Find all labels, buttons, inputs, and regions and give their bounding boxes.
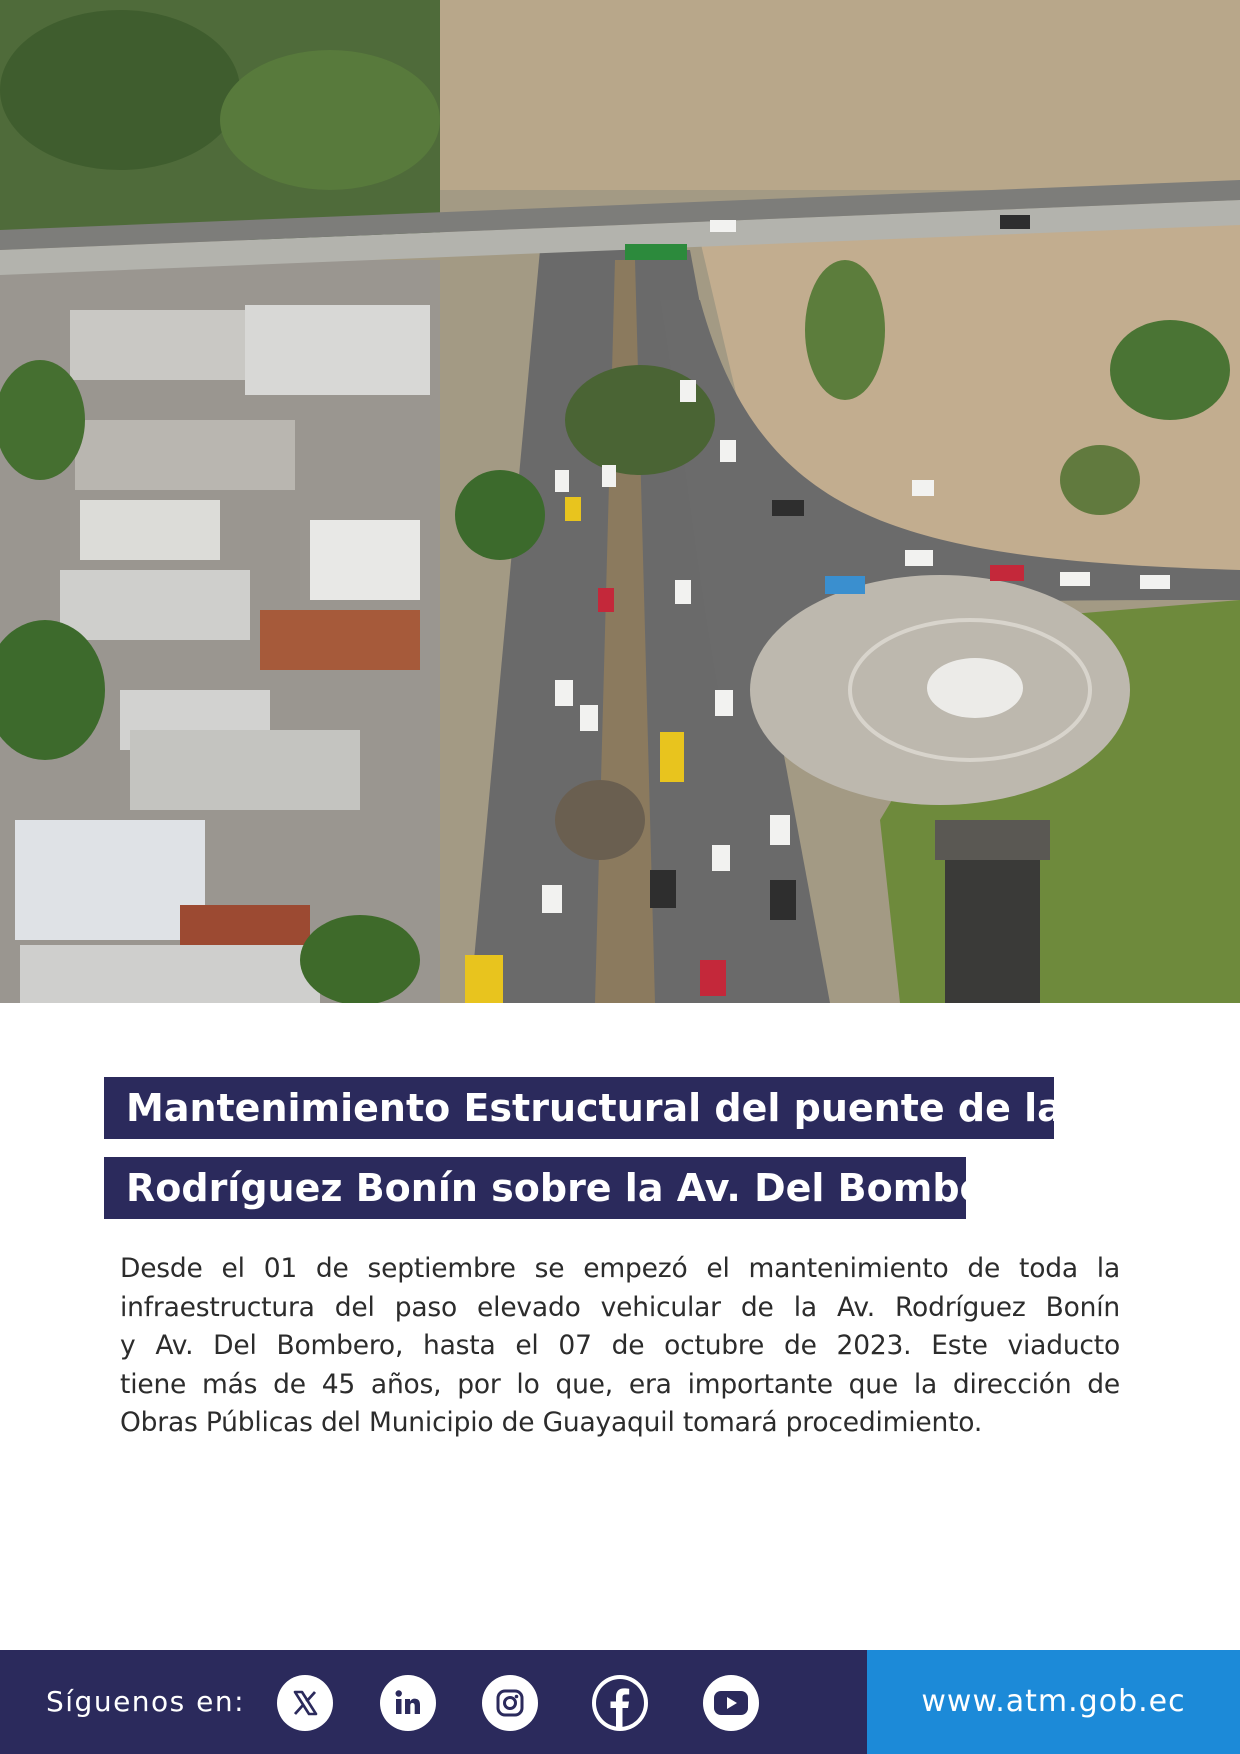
x-icon[interactable] [277, 1675, 333, 1731]
facebook-icon[interactable] [592, 1675, 648, 1731]
footer [0, 1650, 1240, 1754]
body-paragraph [120, 1250, 1120, 1443]
body-line: tiene más de 45 años, por lo que, era importante que la dirección de [120, 1368, 1120, 1400]
linkedin-icon[interactable] [380, 1675, 436, 1731]
title-line-1: Mantenimiento Estructural del puente de la Av. [104, 1077, 1054, 1139]
linkedin-icon-glyph [393, 1688, 423, 1718]
follow-label: Síguenos en: [46, 1685, 246, 1718]
body-line: infraestructura del paso elevado vehicular de la Av. Rodríguez Bonín [120, 1291, 1120, 1323]
youtube-icon[interactable] [703, 1675, 759, 1731]
title-line-2: Rodríguez Bonín sobre la Av. Del Bombero. [104, 1157, 966, 1219]
facebook-icon-glyph [592, 1675, 648, 1731]
body-line: Desde el 01 de septiembre se empezó el mantenimiento de toda la [120, 1253, 1120, 1284]
instagram-icon[interactable] [482, 1675, 538, 1731]
body-line: y Av. Del Bombero, hasta el 07 de octubre de 2023. Este viaducto [120, 1330, 1120, 1361]
instagram-icon-glyph [494, 1687, 526, 1719]
body-line: Obras Públicas del Municipio de Guayaquil tomará procedimiento. [120, 1407, 983, 1438]
youtube-icon-glyph [713, 1689, 749, 1717]
website-link[interactable]: www.atm.gob.ec [867, 1650, 1240, 1754]
x-icon-glyph [290, 1688, 320, 1718]
